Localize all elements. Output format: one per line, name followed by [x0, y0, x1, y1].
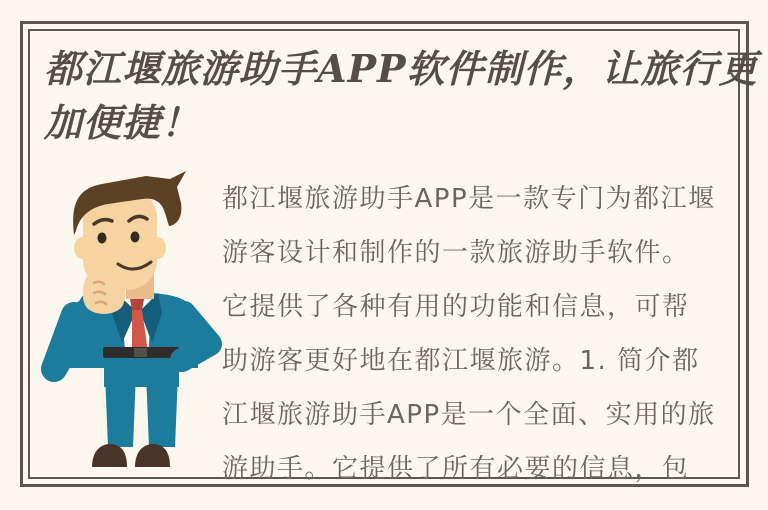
trousers	[104, 358, 179, 447]
article-line-6: 游助手。它提供了所有必要的信息，包	[222, 454, 690, 484]
article-line-3: 它提供了各种有用的功能和信息，可帮	[222, 292, 690, 322]
article-line-4: 助游客更好地在都江堰旅游。1. 简介都	[222, 346, 700, 376]
left-eye	[98, 233, 107, 244]
article-line-1: 都江堰旅游助手APP是一款专门为都江堰	[222, 184, 716, 214]
title-line-2: 加便捷！	[44, 100, 201, 145]
hand-on-chin	[83, 270, 125, 314]
title-line-1: 都江堰旅游助手APP软件制作，让旅行更	[44, 46, 758, 91]
article-line-2: 游客设计和制作的一款旅游助手软件。	[222, 238, 690, 268]
article-line-5: 江堰旅游助手APP是一个全面、实用的旅	[222, 400, 716, 430]
belt	[103, 347, 180, 358]
head	[73, 171, 186, 290]
article-text	[222, 172, 746, 496]
page-title	[44, 42, 768, 150]
right-eye	[131, 232, 140, 243]
thinking-man-illustration	[30, 163, 222, 475]
shoes	[92, 444, 170, 467]
